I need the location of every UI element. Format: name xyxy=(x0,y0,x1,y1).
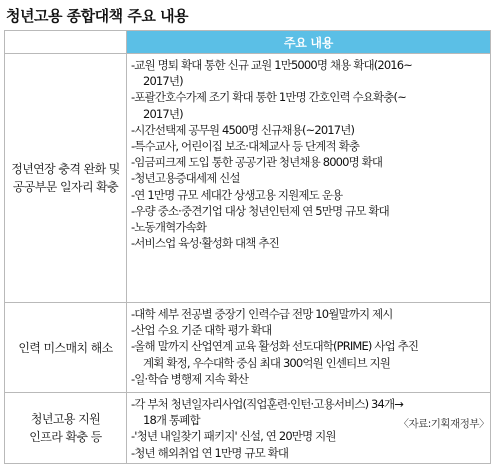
list-item: -특수교사, 어린이집 보조·대체교사 등 단계적 확충 xyxy=(131,139,360,154)
list-item-continuation: 2017년) xyxy=(143,106,183,121)
source-note: 〈자료:기획재정부〉 xyxy=(398,418,489,430)
list-item: -서비스업 육성·활성화 대책 추진 xyxy=(131,236,279,251)
list-item: -일·학습 병행제 지속 확산 xyxy=(131,371,249,386)
list-item: -노동개혁가속화 xyxy=(131,220,207,235)
list-item: -대학 세부 전공별 중장기 인력수급 전망 10월말까지 제시 xyxy=(131,307,393,321)
list-item: -청년 해외취업 연 1만명 규모 확대 xyxy=(131,445,289,460)
list-item: -우량 중소·중견기업 대상 청년인턴제 연 5만명 규모 확대 xyxy=(131,203,389,218)
row-label-line: 인력 미스매치 해소 xyxy=(18,340,113,355)
row-label-line: 정년연장 충격 완화 및 xyxy=(11,162,120,176)
document-title: 청년고용 종합대책 주요 내용 xyxy=(6,7,189,25)
policy-table xyxy=(4,30,491,464)
table-row xyxy=(5,54,491,303)
list-item: -올해 말까지 산업연계 교육 활성화 선도대학(PRIME) 사업 추진 xyxy=(131,339,419,354)
row-label-line: 인프라 확충 등 xyxy=(29,429,102,444)
row-label-line: 청년고용 지원 xyxy=(30,411,101,426)
list-item: -시간선택제 공무원 4500명 신규채용(~2017년) xyxy=(131,122,355,137)
list-item: -임금피크제 도입 통한 공공기관 청년채용 8000명 확대 xyxy=(131,155,383,170)
list-item: -교원 명퇴 확대 통한 신규 교원 1만5000명 채용 확대(2016~ xyxy=(131,58,413,72)
list-item: -산업 수요 기준 대학 평가 확대 xyxy=(131,323,272,338)
list-item: -청년고용증대세제 신설 xyxy=(131,171,240,186)
row-label xyxy=(5,393,127,464)
list-item-continuation: 18개 통폐합 xyxy=(143,413,200,428)
table-header: 주요 내용 xyxy=(127,31,491,54)
list-item: -각 부처 청년일자리사업(직업훈련·인턴·고용서비스) 34개→ xyxy=(131,397,404,411)
row-label xyxy=(5,54,127,303)
row-items xyxy=(127,54,491,303)
table-header-row xyxy=(5,31,491,54)
row-items xyxy=(127,303,491,393)
list-item-continuation: 2017년) xyxy=(143,74,183,89)
table-row xyxy=(5,303,491,393)
row-label-line: 공공부문 일자리 확충 xyxy=(12,180,119,194)
list-item: -포괄간호수가제 조기 확대 통한 1만명 간호인력 수요확충(~ xyxy=(131,90,406,105)
header-corner-cell xyxy=(5,31,127,54)
list-item: -'청년 내일찾기 패키지' 신설, 연 20만명 지원 xyxy=(131,429,336,444)
list-item-continuation: 계획 확정, 우수대학 중심 최대 300억원 인센티브 지원 xyxy=(143,355,391,370)
row-label xyxy=(5,303,127,393)
list-item: -연 1만명 규모 세대간 상생고용 지원제도 운용 xyxy=(131,187,343,202)
